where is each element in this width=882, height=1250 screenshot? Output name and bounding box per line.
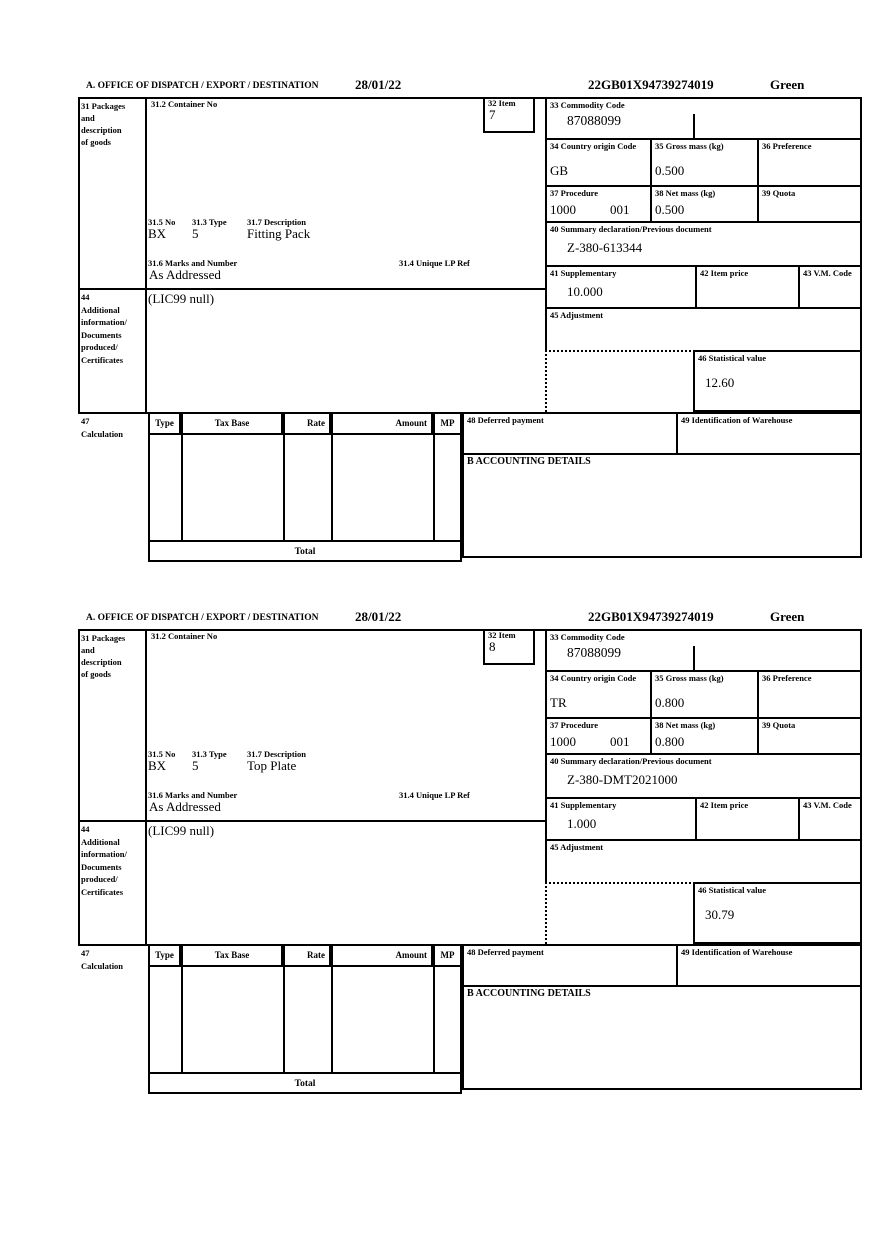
container-no-label: 31.2 Container No [151,99,218,109]
commodity-code-divider [693,646,695,670]
pkg-description-value: Fitting Pack [247,226,311,241]
item-label: 32 Item [488,630,516,640]
box49-warehouse: 49 Identification of Warehouse [676,944,862,987]
adjustment-dotted-area [545,350,695,412]
marks-value: As Addressed [149,267,221,282]
box41-supplementary: 41 Supplementary 1.000 [545,797,697,841]
box42-item-price: 42 Item price [695,797,800,841]
col-header-amount: Amount [331,412,433,435]
box49-warehouse: 49 Identification of Warehouse [676,412,862,455]
item-label: 32 Item [488,98,516,108]
col-header-mp: MP [433,412,462,435]
col-header-rate: Rate [283,944,331,967]
section-header [78,75,862,97]
procedure-extra-value: 001 [610,734,630,749]
pkg-type-label: 31.3 Type [192,749,227,759]
box38-net-mass: 38 Net mass (kg) 0.500 [650,185,759,223]
box40-summary-declaration: 40 Summary declaration/Previous document Z-380-DMT2021000 [545,753,862,799]
label-column-rule [145,629,147,944]
col-header-type: Type [148,412,181,435]
summary-declaration-value: Z-380-613344 [567,240,643,255]
pkg-type-value: 5 [192,226,199,241]
item-number-value: 7 [489,107,496,122]
body-divider-4 [433,965,435,1074]
procedure-extra-value: 001 [610,202,630,217]
country-origin-value: TR [550,695,567,710]
statistical-value: 12.60 [705,375,735,390]
body-divider-3 [331,433,333,542]
pkg-description-label: 31.7 Description [247,217,307,227]
left-rule [78,629,80,944]
net-mass-value: 0.800 [655,734,685,749]
box48-deferred-payment: 48 Deferred payment [462,412,678,455]
office-of-dispatch-label: A. OFFICE OF DISPATCH / EXPORT / DESTINATION [86,613,319,623]
box36-preference: 36 Preference [757,670,862,719]
box45-adjustment: 45 Adjustment [545,839,862,884]
box37-procedure: 37 Procedure 1000 001 [545,185,652,223]
box35-gross-mass: 35 Gross mass (kg) 0.800 [650,670,759,719]
gross-mass-value: 0.500 [655,163,685,178]
box44-label: 44 Additional information/ Documents produced/ Certificates [81,824,127,897]
body-divider-2 [283,965,285,1074]
procedure-value: 1000 [550,202,576,217]
pkg-no-label: 31.5 No [148,749,176,759]
body-divider-3 [331,965,333,1074]
unique-lp-ref-label: 31.4 Unique LP Ref [399,258,470,268]
pkg-type-value: 5 [192,758,199,773]
unique-lp-ref-label: 31.4 Unique LP Ref [399,790,470,800]
box34-country-origin: 34 Country origin Code TR [545,670,652,719]
box38-net-mass: 38 Net mass (kg) 0.800 [650,717,759,755]
sad-form-grid [78,629,862,1094]
col-header-mp: MP [433,944,462,967]
marks-value: As Addressed [149,799,221,814]
box39-quota: 39 Quota [757,717,862,755]
boxB-accounting-details: B ACCOUNTING DETAILS [462,985,862,1090]
box39-quota: 39 Quota [757,185,862,223]
sad-form-grid [78,97,862,562]
body-divider-2 [283,433,285,542]
calculation-table-body [148,965,462,1074]
container-no-label: 31.2 Container No [151,631,218,641]
dispatch-date: 28/01/22 [355,77,402,92]
declaration-reference: 22GB01X94739274019 [588,77,714,92]
declaration-item-section [78,75,862,562]
box33-commodity-code: 33 Commodity Code 87088099 [545,97,862,140]
additional-info-value: (LIC99 null) [148,291,215,306]
box31-label: 31 Packages and description of goods [81,633,126,679]
marks-bottom-rule [78,820,547,822]
box40-summary-declaration: 40 Summary declaration/Previous document Z-380-613344 [545,221,862,267]
supplementary-value: 1.000 [567,816,597,831]
col-header-amount: Amount [331,944,433,967]
marks-label: 31.6 Marks and Number [148,258,238,268]
box46-statistical-value: 46 Statistical value 12.60 [693,350,862,412]
box34-country-origin: 34 Country origin Code GB [545,138,652,187]
box47-label: 47 Calculation [81,416,124,439]
box35-gross-mass: 35 Gross mass (kg) 0.500 [650,138,759,187]
box42-item-price: 42 Item price [695,265,800,309]
gross-mass-value: 0.800 [655,695,685,710]
box37-procedure: 37 Procedure 1000 001 [545,717,652,755]
procedure-value: 1000 [550,734,576,749]
additional-info-value: (LIC99 null) [148,823,215,838]
box47-label: 47 Calculation [81,948,124,971]
adjustment-dotted-area [545,882,695,944]
box36-preference: 36 Preference [757,138,862,187]
col-header-rate: Rate [283,412,331,435]
box48-deferred-payment: 48 Deferred payment [462,944,678,987]
summary-declaration-value: Z-380-DMT2021000 [567,772,678,787]
marks-label: 31.6 Marks and Number [148,790,238,800]
pkg-description-label: 31.7 Description [247,749,307,759]
country-origin-value: GB [550,163,569,178]
col-header-tax-base: Tax Base [181,412,283,435]
total-row: Total [148,1072,462,1094]
body-divider-1 [181,965,183,1074]
box31-label: 31 Packages and description of goods [81,101,126,147]
box44-label: 44 Additional information/ Documents produced/ Certificates [81,292,127,365]
declaration-item-section [78,607,862,1094]
pkg-description-value: Top Plate [247,758,297,773]
supplementary-value: 10.000 [567,284,603,299]
marks-bottom-rule [78,288,547,290]
total-row: Total [148,540,462,562]
commodity-code-value: 87088099 [567,113,621,128]
box32-item [483,97,535,133]
commodity-code-divider [693,114,695,138]
body-divider-1 [181,433,183,542]
statistical-value: 30.79 [705,907,735,922]
item-number-value: 8 [489,639,496,654]
section-header [78,607,862,629]
commodity-code-value: 87088099 [567,645,621,660]
col-header-tax-base: Tax Base [181,944,283,967]
box45-adjustment: 45 Adjustment [545,307,862,352]
col-header-type: Type [148,944,181,967]
left-rule [78,97,80,412]
dispatch-date: 28/01/22 [355,609,402,624]
pkg-no-value: BX [148,226,167,241]
box32-item [483,629,535,665]
label-column-rule [145,97,147,412]
net-mass-value: 0.500 [655,202,685,217]
box41-supplementary: 41 Supplementary 10.000 [545,265,697,309]
pkg-no-value: BX [148,758,167,773]
pkg-type-label: 31.3 Type [192,217,227,227]
box43-vm-code: 43 V.M. Code [798,797,862,841]
calculation-table-body [148,433,462,542]
pkg-no-label: 31.5 No [148,217,176,227]
routing-status: Green [770,77,805,92]
body-divider-4 [433,433,435,542]
office-of-dispatch-label: A. OFFICE OF DISPATCH / EXPORT / DESTINATION [86,81,319,91]
box43-vm-code: 43 V.M. Code [798,265,862,309]
box46-statistical-value: 46 Statistical value 30.79 [693,882,862,944]
box33-commodity-code: 33 Commodity Code 87088099 [545,629,862,672]
declaration-reference: 22GB01X94739274019 [588,609,714,624]
boxB-accounting-details: B ACCOUNTING DETAILS [462,453,862,558]
routing-status: Green [770,609,805,624]
